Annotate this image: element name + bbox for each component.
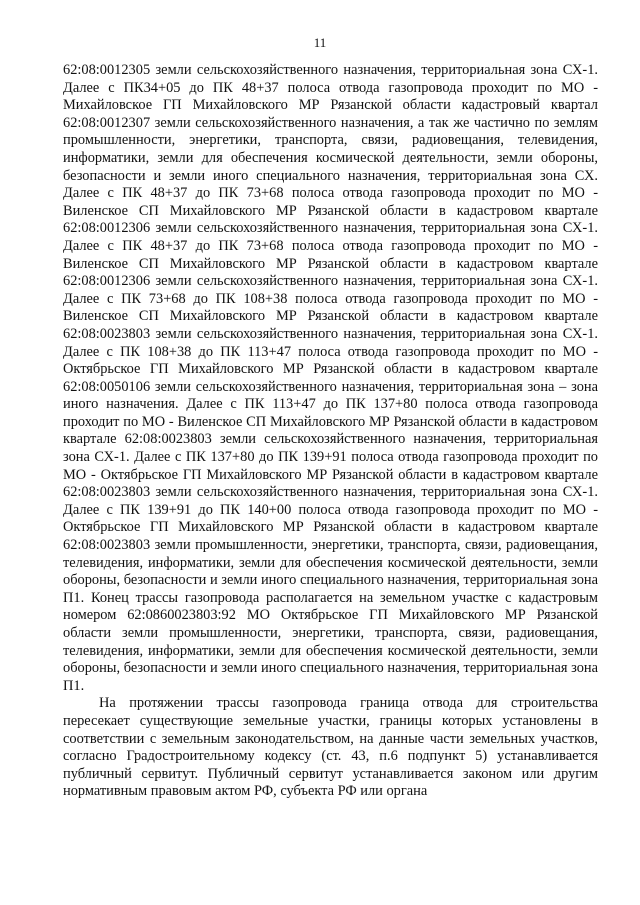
page-number: 11 bbox=[313, 35, 327, 50]
document-body bbox=[63, 62, 598, 801]
paragraph-route-description: 62:08:0012305 земли сельскохозяйственного назначения, территориальная зона СХ-1. Далее с ПК34+05 до ПК 48+37 полоса отвода газопровода проходит по МО - Михайловское ГП Михайловского МР Рязанской области кадастровый квартал 62:08:0012307 земли сельскохозяйственного назначения, а так же частично по землям промышленности, энергетики, транспорта, связи, радиовещания, телевидения, информатики, земли для обеспечения космической деятельности, земли обороны, безопасности и земли иного специального назначения, территориальная зона СХ. Далее с ПК 48+37 до ПК 73+68 полоса отвода газопровода проходит по МО - Виленское СП Михайловского МР Рязанской области в кадастровом квартале 62:08:0012306 земли сельскохозяйственного назначения, территориальная зона СХ-1. Далее с ПК 48+37 до ПК 73+68 полоса отвода газопровода проходит по МО - Виленское СП Михайловского МР Рязанской области в кадастровом квартале 62:08:0012306 земли сельскохозяйственного назначения, территориальная зона СХ-1. Далее с ПК 73+68 до ПК 108+38 полоса отвода газопровода проходит по МО - Виленское СП Михайловского МР Рязанской области в кадастровом квартале 62:08:0023803 земли сельскохозяйственного назначения, территориальная зона СХ-1. Далее с ПК 108+38 до ПК 113+47 полоса отвода газопровода проходит по МО - Октябрьское ГП Михайловского МР Рязанской области в кадастровом квартале 62:08:0050106 земли сельскохозяйственного назначения, территориальная зона – зона иного назначения. Далее с ПК 113+47 до ПК 137+80 полоса отвода газопровода проходит по МО - Виленское СП Михайловского МР Рязанской области в кадастровом квартале 62:08:0023803 земли сельскохозяйственного назначения, территориальная зона СХ-1. Далее с ПК 137+80 до ПК 139+91 полоса отвода газопровода проходит по МО - Октябрьское ГП Михайловского МР Рязанской области в кадастровом квартале 62:08:0023803 земли сельскохозяйственного назначения, территориальная зона СХ-1. Далее с ПК 139+91 до ПК 140+00 полоса отвода газопровода проходит по МО - Октябрьское ГП Михайловского МР Рязанской области в кадастровом квартале 62:08:0023803 земли промышленности, энергетики, транспорта, связи, радиовещания, телевидения, информатики, земли для обеспечения космической деятельности, земли обороны, безопасности и земли иного специального назначения, территориальная зона П1. Конец трассы газопровода располагается на земельном участке с кадастровым номером 62:0860023803:92 МО Октябрьское ГП Михайловского МР Рязанской области земли промышленности, энергетики, транспорта, связи, радиовещания, телевидения, информатики, земли для обеспечения космической деятельности, земли обороны, безопасности и земли иного специального назначения, территориальная зона П1. bbox=[63, 62, 598, 694]
paragraph-easement: На протяжении трассы газопровода граница отвода для строительства пересекает существующие земельные участки, границы которых установлены в соответствии с земельным законодательством, на данные части земельных участков, согласно Градостроительному кодексу (ст. 43, п.6 подпункт 5) устанавливается публичный сервитут. Публичный сервитут устанавливается законом или другим нормативным правовым актом РФ, субъекта РФ или органа bbox=[63, 695, 598, 800]
